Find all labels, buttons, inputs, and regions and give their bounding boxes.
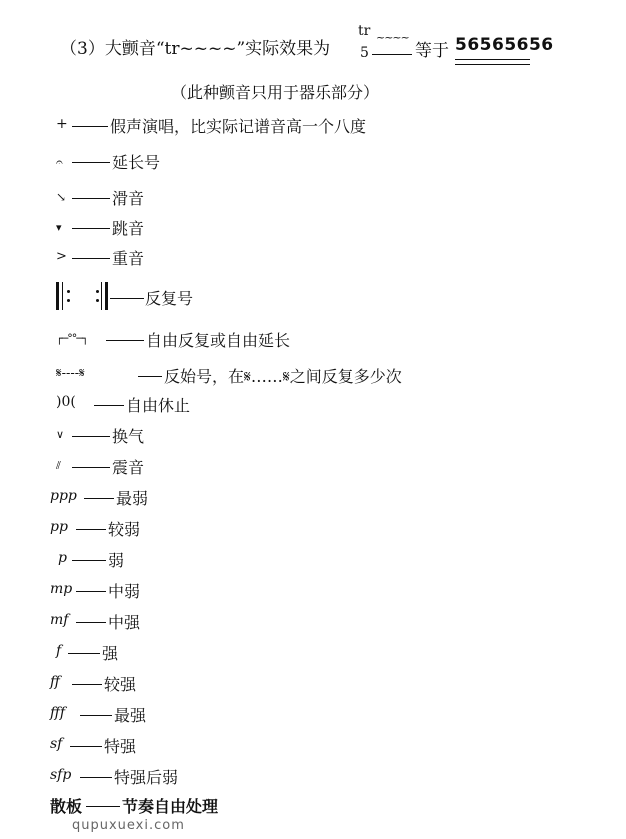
list-item [0,424,626,448]
dash-line [72,560,106,561]
dash-line [84,498,114,499]
dash-line [106,340,144,341]
list-item [0,517,626,541]
dash-line [138,376,162,377]
dash-line [72,436,110,437]
list-item [0,548,626,572]
item-text: 换气 [112,427,145,446]
glide-icon: ↘ [56,190,67,204]
segno-icon: 𝄋----𝄋 [56,366,85,381]
fermata-icon: 𝄐 [56,155,63,169]
item-text: 强 [102,644,119,663]
dash-line [72,684,102,685]
dash-line [80,715,112,716]
list-item [0,186,626,210]
staccato-icon: ▾ [56,221,62,234]
digits-underline [455,59,530,65]
item-text: 震音 [112,458,145,477]
list-item [0,579,626,603]
item-text: 中强 [108,613,141,632]
item-text: 特强 [104,737,137,756]
item-text: 较弱 [108,520,141,539]
item-text: 最强 [114,706,147,725]
dash-line [94,405,124,406]
dash-line [68,653,100,654]
item-text: 跳音 [112,219,145,238]
trill-bottom-line [372,54,412,55]
dynamic-mark: mp [50,581,73,597]
dash-line [72,258,110,259]
list-item [0,114,626,138]
dynamic-mark: fff [50,705,66,721]
trill-wave: ~~~~ [376,31,409,44]
dash-line [110,298,144,299]
list-item [0,765,626,789]
list-item [0,286,626,310]
free-repeat-icon: ┌─°°─┐ [56,332,88,345]
list-item [0,610,626,634]
breath-icon: ∨ [56,428,65,441]
free-rest-icon: )0( [56,394,76,410]
equals-text: 等于 [415,41,449,61]
list-item [0,641,626,665]
dynamic-mark: ff [50,674,60,690]
dynamic-mark: p [58,550,67,566]
dash-line [72,162,110,163]
dynamic-mark: pp [50,519,68,535]
dash-line [72,467,110,468]
list-item [0,150,626,174]
dash-line [72,228,110,229]
item-text: 延长号 [112,153,161,172]
trill-bottom: 5 [360,45,369,61]
list-item [0,246,626,270]
list-item [0,328,626,352]
sanban-label: 散板 [50,797,83,816]
list-item [0,393,626,417]
list-item [0,455,626,479]
item-text: 最弱 [116,489,149,508]
trill-digits: 56565656 [455,35,554,55]
section-note: （此种颤音只用于器乐部分） [171,83,380,102]
plus-symbol: + [56,116,68,132]
list-item [0,734,626,758]
item-text: 自由反复或自由延长 [146,331,291,350]
list-item [0,216,626,240]
dynamic-mark: sf [50,736,63,752]
item-text: 中弱 [108,582,141,601]
item-text: 反始号，在𝄋……𝄋之间反复多少次 [164,367,402,386]
dash-line [70,746,102,747]
accent-icon: > [56,249,67,264]
list-item [0,672,626,696]
list-item [0,364,626,388]
dynamic-mark: sfp [50,767,72,783]
dynamic-mark: f [56,643,62,659]
item-text: 弱 [108,551,125,570]
item-text: 重音 [112,249,145,268]
dynamic-mark: mf [50,612,69,628]
list-item [0,486,626,510]
tremolo-icon: ⫽ [56,459,61,472]
dash-line [76,622,106,623]
item-text: 滑音 [112,189,145,208]
list-item [0,794,626,818]
item-text: 自由休止 [126,396,191,415]
list-item [0,703,626,727]
trill-top: tr [358,23,371,39]
item-text: 较强 [104,675,137,694]
section-heading: （3）大颤音“tr~~~~”实际效果为 [60,39,331,59]
item-text: 假声演唱，比实际记谱音高一个八度 [110,117,367,136]
dash-line [72,198,110,199]
watermark: qupuxuexi.com [72,818,185,833]
item-text: 节奏自由处理 [122,797,219,816]
dash-line [76,591,106,592]
dash-line [76,529,106,530]
dash-line [72,126,108,127]
trill-notation [358,23,414,63]
dynamic-mark: ppp [50,488,77,504]
dash-line [80,777,112,778]
dash-line [86,806,120,807]
item-text: 特强后弱 [114,768,179,787]
item-text: 反复号 [145,289,194,308]
